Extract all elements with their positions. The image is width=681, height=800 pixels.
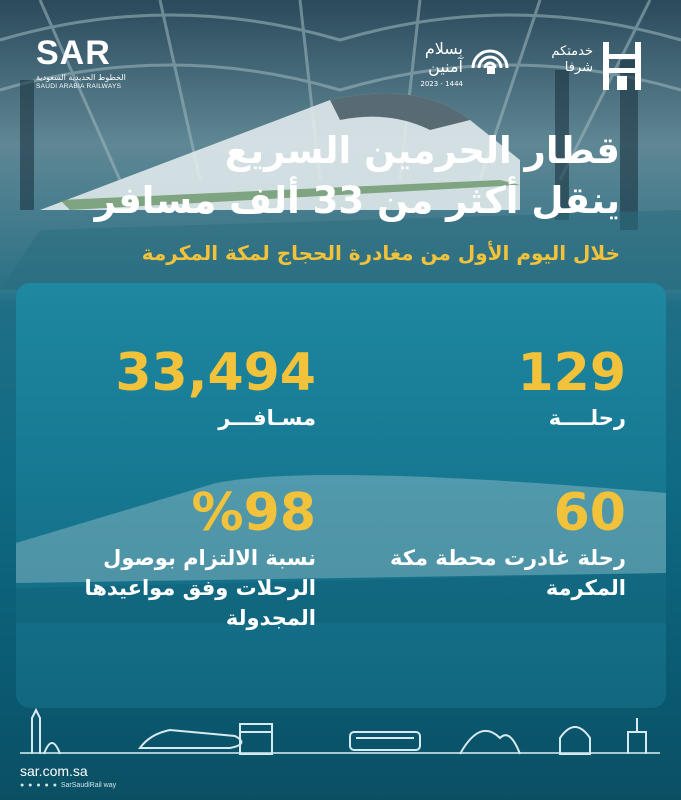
tower-icon [628,718,646,754]
bullet-train-icon [140,730,241,748]
stat-trips-label: رحلــــة [548,406,626,430]
kaaba-mark-icon [599,40,645,92]
train-carriage-icon [350,732,420,750]
stat-trips [346,343,626,433]
stat-passengers-label: مسـافـــر [218,406,316,430]
stat-passengers [36,343,316,433]
stat-makkah-departures [346,483,626,603]
sar-logo [36,36,136,91]
sar-logo-word: SAR [36,34,111,72]
social-icons: ● ● ● ● ● [20,782,61,789]
stat-trips-value: 129 [517,343,626,403]
headline-subtitle: خلال اليوم الأول من مغادرة الحجاج لمكة المكرمة [141,241,620,265]
sar-logo-english: SAUDI ARABIA RAILWAYS [36,83,122,90]
minaret-icon [32,710,60,754]
website-link[interactable]: sar.com.sa [20,763,88,779]
dome-icon [560,727,590,754]
salam-ring-icon [467,40,513,86]
footer-divider [20,752,660,754]
salam-aminin-logo [385,36,515,96]
salam-logo-text: بسلام آمنين [424,39,463,76]
headline-line-2: ينقل أكثر من 33 ألف مسافر [94,179,620,222]
social-handle [20,781,116,790]
headline-line-1: قطار الحرمين السريع [224,129,620,172]
mountain-icon [460,731,520,754]
stats-panel [16,283,666,708]
stat-punctuality-value: %98 [191,483,316,543]
khidma-logo [535,38,650,93]
landmarks-icon-strip [20,708,660,756]
stat-punctuality [36,483,316,633]
kaaba-icon [240,724,272,754]
social-handle-text: SarSaudiRail way [60,782,117,789]
stat-makkah-departures-value: 60 [553,483,626,543]
salam-logo-year: 2023 - 1444 [420,80,463,88]
stat-makkah-departures-label: رحلة غادرت محطة مكة المكرمة [390,546,626,600]
khidma-logo-text: خدمتكم شرفا [551,44,593,75]
stat-passengers-value: 33,494 [115,343,316,403]
sar-logo-arabic: الخطوط الحديدية السعودية [36,73,126,82]
stat-punctuality-label: نسبة الالتزام بوصول الرحلات وفق مواعيدها المجدولة [84,546,316,630]
